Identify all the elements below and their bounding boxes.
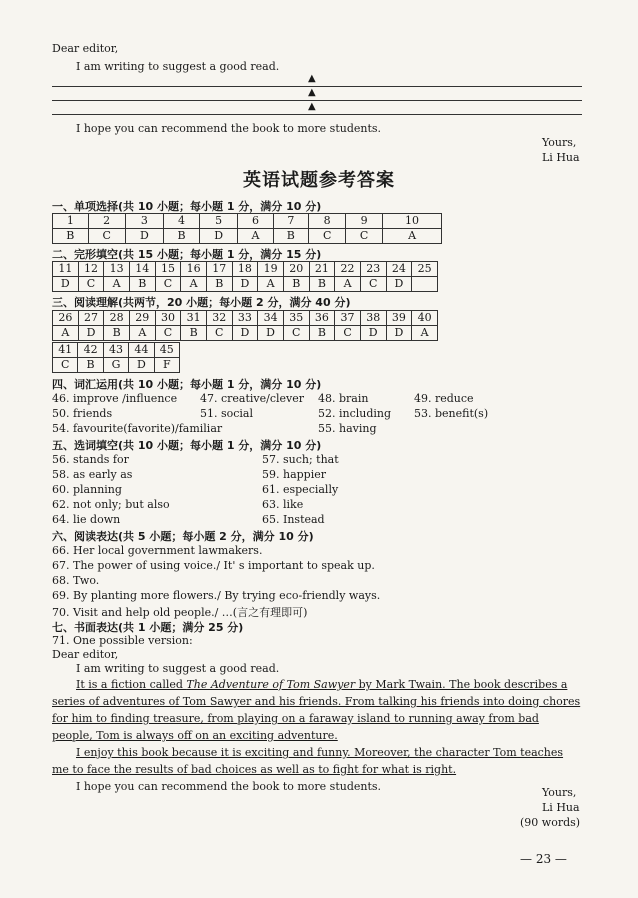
table-cell: G	[103, 358, 128, 373]
essay-word-count: (90 words)	[520, 816, 581, 829]
table-cell: 9	[346, 214, 383, 229]
table-cell: D	[129, 358, 154, 373]
essay-salutation: Dear editor,	[52, 648, 119, 661]
answer-item: 48. brain	[318, 392, 369, 405]
answer-item: 52. including	[318, 407, 392, 420]
table-cell: 38	[360, 311, 386, 326]
letter-name: Li Hua	[542, 151, 580, 164]
table-cell: D	[386, 277, 412, 292]
table-cell: 31	[181, 311, 207, 326]
table-cell: 40	[412, 311, 438, 326]
table-cell: 26	[53, 311, 79, 326]
table-cell: A	[104, 277, 130, 292]
table-cell: D	[125, 229, 164, 244]
section2-table	[52, 261, 438, 292]
table-cell: D	[232, 277, 258, 292]
table-cell: 1	[53, 214, 89, 229]
table-cell: A	[238, 229, 273, 244]
table-cell: B	[309, 277, 335, 292]
table-cell: B	[104, 326, 130, 341]
table-cell: A	[383, 229, 442, 244]
arrow-mark-2: ▲	[308, 87, 316, 98]
table-cell: 13	[104, 262, 130, 277]
table-cell: C	[155, 326, 181, 341]
table-cell: 25	[412, 262, 438, 277]
answer-item: 67. The power of using voice./ It' s important to speak up.	[52, 559, 375, 572]
answer-item: 64. lie down	[52, 513, 121, 526]
table-cell: C	[155, 277, 181, 292]
answer-item: 51. social	[200, 407, 254, 420]
table-cell: B	[53, 229, 89, 244]
essay-sign-off: Yours,	[542, 786, 577, 799]
letter-opening: I am writing to suggest a good read.	[76, 60, 280, 73]
table-cell: 33	[232, 311, 258, 326]
table-cell: 28	[104, 311, 130, 326]
table-cell: 35	[283, 311, 309, 326]
table-cell: 7	[273, 214, 309, 229]
section2-number-row	[53, 262, 438, 277]
essay-paragraph-4: I hope you can recommend the book to more students.	[76, 780, 382, 793]
answer-item: 54. favourite(favorite)/familiar	[52, 422, 223, 435]
answer-item: 50. friends	[52, 407, 113, 420]
table-cell: C	[53, 358, 78, 373]
table-cell: 42	[78, 343, 103, 358]
table-cell: 6	[238, 214, 273, 229]
table-cell: B	[283, 277, 309, 292]
table-cell: 17	[206, 262, 232, 277]
answer-item: 61. especially	[262, 483, 339, 496]
table-cell: D	[258, 326, 284, 341]
section2-answer-row	[53, 277, 438, 292]
writing-line-2	[52, 100, 582, 101]
answer-item: 47. creative/clever	[200, 392, 305, 405]
table-cell: A	[129, 326, 155, 341]
table-cell	[412, 277, 438, 292]
table-cell: 44	[129, 343, 154, 358]
table-cell: D	[232, 326, 258, 341]
writing-line-1	[52, 86, 582, 87]
table-cell: C	[309, 229, 346, 244]
table-cell: C	[283, 326, 309, 341]
essay-intro: 71. One possible version:	[52, 634, 193, 647]
answer-item: 60. planning	[52, 483, 122, 496]
table-cell: B	[273, 229, 309, 244]
section3-number-row	[53, 311, 438, 326]
answer-item: 63. like	[262, 498, 304, 511]
table-cell: A	[181, 277, 207, 292]
section1-answer-row	[53, 229, 442, 244]
answer-item: 46. improve /influence	[52, 392, 178, 405]
table-cell: 22	[335, 262, 361, 277]
letter-sign-off: Yours,	[542, 136, 577, 149]
table-cell: 29	[129, 311, 155, 326]
table-cell: D	[53, 277, 79, 292]
answer-item: 62. not only; but also	[52, 498, 170, 511]
table-cell: D	[78, 326, 104, 341]
section1-number-row	[53, 214, 442, 229]
table-cell: 37	[335, 311, 361, 326]
table-cell: 39	[386, 311, 412, 326]
table-cell: C	[346, 229, 383, 244]
section7-heading: 七、书面表达(共 1 小题；满分 25 分)	[52, 621, 244, 634]
answer-item: 70. Visit and help old people./ …(言之有理即可)	[52, 606, 308, 619]
section3-answer-row	[53, 326, 438, 341]
table-cell: 16	[181, 262, 207, 277]
essay-opening: I am writing to suggest a good read.	[76, 662, 280, 675]
answer-item: 69. By planting more flowers./ By trying eco-friendly ways.	[52, 589, 381, 602]
letter-closing: I hope you can recommend the book to more students.	[76, 122, 382, 135]
arrow-mark-1: ▲	[308, 73, 316, 84]
arrow-mark-3: ▲	[308, 101, 316, 112]
book-title: The Adventure of Tom Sawyer	[186, 678, 356, 691]
essay-name: Li Hua	[542, 801, 580, 814]
section3-number-row-b	[53, 343, 180, 358]
section5-heading: 五、选词填空(共 10 小题；每小题 1 分，满分 10 分)	[52, 439, 322, 452]
section1-heading: 一、单项选择(共 10 小题；每小题 1 分，满分 10 分)	[52, 200, 322, 213]
essay-p2-pre: It is a fiction called	[76, 678, 187, 691]
answer-item: 66. Her local government lawmakers.	[52, 544, 263, 557]
table-cell: 12	[78, 262, 104, 277]
table-cell: 8	[309, 214, 346, 229]
table-cell: C	[360, 277, 386, 292]
table-cell: 27	[78, 311, 104, 326]
answer-item: 53. benefit(s)	[414, 407, 489, 420]
answer-item: 49. reduce	[414, 392, 474, 405]
table-cell: B	[181, 326, 207, 341]
table-cell: 2	[88, 214, 125, 229]
table-cell: B	[309, 326, 335, 341]
answer-item: 58. as early as	[52, 468, 133, 481]
table-cell: 20	[283, 262, 309, 277]
table-cell: 11	[53, 262, 79, 277]
answer-item: 55. having	[318, 422, 377, 435]
table-cell: 30	[155, 311, 181, 326]
section6-heading: 六、阅读表达(共 5 小题；每小题 2 分，满分 10 分)	[52, 530, 314, 543]
table-cell: 15	[155, 262, 181, 277]
section3-heading: 三、阅读理解(共两节，20 小题；每小题 2 分，满分 40 分)	[52, 296, 351, 309]
table-cell: C	[78, 277, 104, 292]
table-cell: D	[386, 326, 412, 341]
table-cell: 5	[199, 214, 238, 229]
answer-item: 68. Two.	[52, 574, 100, 587]
table-cell: 32	[206, 311, 232, 326]
table-cell: C	[206, 326, 232, 341]
essay-paragraph-3: I enjoy this book because it is exciting and funny. Moreover, the character Tom teaches me to face the results of bad choices as well as to fight for what is right.	[52, 746, 564, 776]
table-cell: 23	[360, 262, 386, 277]
table-cell: B	[206, 277, 232, 292]
table-cell: 41	[53, 343, 78, 358]
table-cell: 14	[129, 262, 155, 277]
table-cell: A	[335, 277, 361, 292]
section3-table-a	[52, 310, 438, 341]
section3-table-b	[52, 342, 180, 373]
table-cell: B	[129, 277, 155, 292]
table-cell: 34	[258, 311, 284, 326]
table-cell: 36	[309, 311, 335, 326]
letter-salutation: Dear editor,	[52, 42, 119, 55]
table-cell: D	[199, 229, 238, 244]
table-cell: C	[88, 229, 125, 244]
table-cell: F	[154, 358, 179, 373]
answer-item: 57. such; that	[262, 453, 339, 466]
answer-item: 56. stands for	[52, 453, 129, 466]
table-cell: A	[412, 326, 438, 341]
table-cell: 24	[386, 262, 412, 277]
table-cell: 21	[309, 262, 335, 277]
table-cell: C	[335, 326, 361, 341]
writing-line-3	[52, 114, 582, 115]
table-cell: 19	[258, 262, 284, 277]
essay-p2-rest: by Mark Twain. The book describes a series of adventures of Tom Sawyer and his friends. From talking his friends into doing chores for him to finding treasure, from playing on a faraway island to running away from bad people, Tom is always off on an exciting adventure.	[52, 678, 581, 742]
table-cell: B	[164, 229, 200, 244]
table-cell: 10	[383, 214, 442, 229]
section3-answer-row-b	[53, 358, 180, 373]
page-number: — 23 —	[520, 852, 567, 866]
table-cell: B	[78, 358, 103, 373]
section2-heading: 二、完形填空(共 15 小题；每小题 1 分，满分 15 分)	[52, 248, 322, 261]
answer-item: 65. Instead	[262, 513, 325, 526]
section4-heading: 四、词汇运用(共 10 小题；每小题 1 分，满分 10 分)	[52, 378, 322, 391]
table-cell: A	[53, 326, 79, 341]
answer-item: 59. happier	[262, 468, 327, 481]
table-cell: 43	[103, 343, 128, 358]
section1-table	[52, 213, 442, 244]
table-cell: 45	[154, 343, 179, 358]
table-cell: D	[360, 326, 386, 341]
table-cell: 18	[232, 262, 258, 277]
page-title: 英语试题参考答案	[243, 170, 395, 191]
table-cell: 4	[164, 214, 200, 229]
table-cell: A	[258, 277, 284, 292]
essay-body	[52, 676, 582, 795]
table-cell: 3	[125, 214, 164, 229]
essay-paragraph-2	[52, 676, 582, 744]
